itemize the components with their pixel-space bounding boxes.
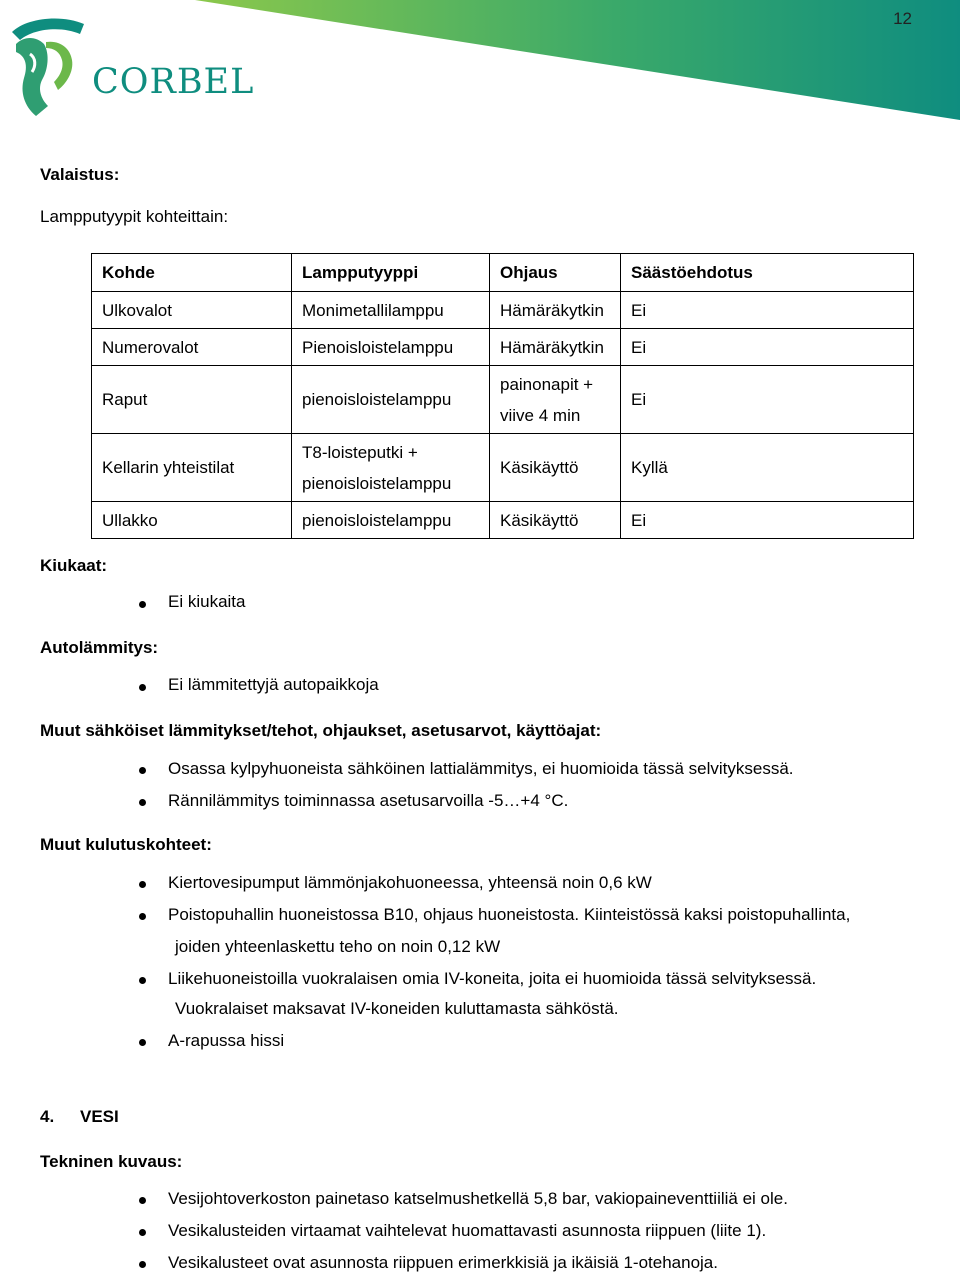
muut-sahko-list — [138, 758, 794, 811]
table-cell: Käsikäyttö — [490, 434, 621, 502]
tekninen-list — [138, 1188, 788, 1273]
table-header-row — [92, 254, 914, 292]
list-item-text: Kiertovesipumput lämmönjakohuoneessa, yhteensä noin 0,6 kW — [168, 873, 652, 892]
section-title-muut-kulutus: Muut kulutuskohteet: — [40, 835, 212, 854]
autolammitys-list — [138, 675, 379, 695]
list-item — [138, 904, 850, 957]
list-item: Osassa kylpyhuoneista sähköinen lattialämmitys, ei huomioida tässä selvityksessä. — [138, 758, 794, 779]
table-cell: Raput — [92, 366, 292, 434]
table-cell: Ei — [621, 329, 914, 366]
table-header: Kohde — [92, 254, 292, 292]
table-row — [92, 434, 914, 502]
table-cell: Ulkovalot — [92, 292, 292, 329]
section-number-vesi: 4. — [40, 1107, 55, 1126]
list-item: Ei kiukaita — [138, 592, 245, 612]
table-header: Säästöehdotus — [621, 254, 914, 292]
corbel-logo-icon — [6, 14, 90, 120]
table-row — [92, 502, 914, 539]
list-item: Vesikalusteet ovat asunnosta riippuen erimerkkisiä ja ikäisiä 1-otehanoja. — [138, 1252, 788, 1273]
muut-kulutus-list — [138, 872, 850, 1051]
section-title-valaistus: Valaistus: — [40, 165, 120, 184]
table-row — [92, 329, 914, 366]
table-cell: Ei — [621, 502, 914, 539]
table-cell: Hämäräkytkin — [490, 292, 621, 329]
table-header: Lampputyyppi — [292, 254, 490, 292]
list-item-continuation: joiden yhteenlaskettu teho on noin 0,12 kW — [175, 937, 501, 956]
section-title-muut-sahko: Muut sähköiset lämmitykset/tehot, ohjaukset, asetusarvot, käyttöajat: — [40, 721, 602, 740]
table-cell: Monimetallilamppu — [292, 292, 490, 329]
section-title-autolammitys: Autolämmitys: — [40, 638, 159, 657]
list-item: Ei lämmitettyjä autopaikkoja — [138, 675, 379, 695]
lamp-types-subtitle: Lampputyypit kohteittain: — [40, 207, 229, 226]
table-row — [92, 366, 914, 434]
table-cell: Hämäräkytkin — [490, 329, 621, 366]
kiukaat-list — [138, 592, 245, 612]
list-item-continuation: Vuokralaiset maksavat IV-koneiden kuluttamasta sähköstä. — [175, 999, 619, 1018]
table-cell: Numerovalot — [92, 329, 292, 366]
table-cell: Kellarin yhteistilat — [92, 434, 292, 502]
section-title-vesi: VESI — [80, 1107, 119, 1126]
page-number: 12 — [893, 9, 912, 28]
lamp-table — [91, 253, 914, 539]
list-item: Vesijohtoverkoston painetaso katselmushetkellä 5,8 bar, vakiopaineventtiiliä ei ole. — [138, 1188, 788, 1209]
list-item-text: A-rapussa hissi — [168, 1031, 285, 1050]
list-item — [138, 872, 850, 893]
table-cell: painonapit + viive 4 min — [490, 366, 621, 434]
table-cell: Kyllä — [621, 434, 914, 502]
table-cell: Pienoisloistelamppu — [292, 329, 490, 366]
list-item-text: Liikehuoneistoilla vuokralaisen omia IV-koneita, joita ei huomioida tässä selvityksessä. — [168, 969, 817, 988]
table-cell: T8-loisteputki + pienoisloistelamppu — [292, 434, 490, 502]
table-cell: Ei — [621, 366, 914, 434]
brand-name: CORBEL — [92, 62, 255, 102]
section-title-tekninen: Tekninen kuvaus: — [40, 1152, 183, 1171]
table-cell: Ei — [621, 292, 914, 329]
list-item: Rännilämmitys toiminnassa asetusarvoilla -5…+4 °C. — [138, 790, 794, 811]
list-item — [138, 1030, 850, 1051]
table-cell: Ullakko — [92, 502, 292, 539]
table-header: Ohjaus — [490, 254, 621, 292]
section-title-kiukaat: Kiukaat: — [40, 556, 108, 575]
table-row — [92, 292, 914, 329]
table-cell: Käsikäyttö — [490, 502, 621, 539]
table-cell: pienoisloistelamppu — [292, 502, 490, 539]
list-item: Vesikalusteiden virtaamat vaihtelevat huomattavasti asunnosta riippuen (liite 1). — [138, 1220, 788, 1241]
table-cell: pienoisloistelamppu — [292, 366, 490, 434]
list-item-text: Poistopuhallin huoneistossa B10, ohjaus huoneistosta. Kiinteistössä kaksi poistopuhallinta, — [168, 905, 851, 924]
list-item — [138, 968, 850, 1019]
